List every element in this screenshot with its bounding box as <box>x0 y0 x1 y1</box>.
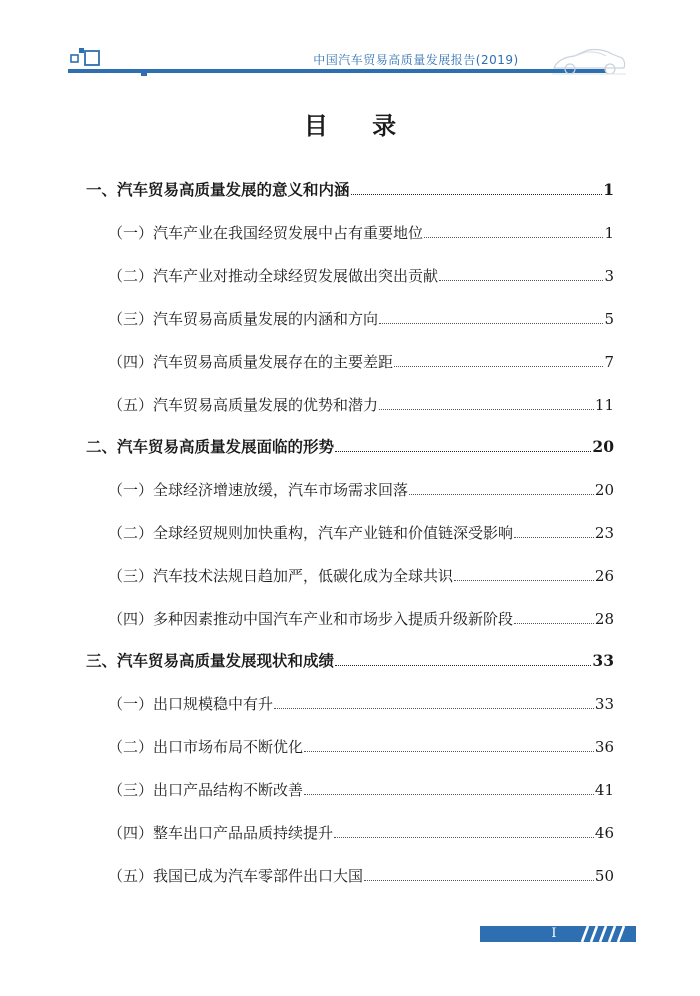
stripes-decoration-icon <box>572 926 636 942</box>
toc-entry-page: 33 <box>592 651 614 670</box>
toc-entry-page: 5 <box>604 310 614 328</box>
toc-leader-dots <box>274 707 594 709</box>
toc-entry-label: （四）多种因素推动中国汽车产业和市场步入提质升级新阶段 <box>108 610 514 628</box>
toc-entry[interactable] <box>108 308 614 330</box>
header-rule <box>68 69 606 73</box>
toc-leader-dots <box>304 750 594 752</box>
toc-leader-dots <box>334 836 594 838</box>
toc-entry-label: （一）全球经济增速放缓，汽车市场需求回落 <box>108 481 409 499</box>
toc-entry-page: 33 <box>594 695 614 713</box>
toc-entry[interactable] <box>108 693 614 715</box>
toc-entry-label: （三）汽车技术法规日趋加严，低碳化成为全球共识 <box>108 567 454 585</box>
toc-entry[interactable] <box>108 565 614 587</box>
toc-entry-page: 28 <box>594 610 614 628</box>
toc-leader-dots <box>379 322 603 324</box>
toc-leader-dots <box>409 493 594 495</box>
toc-entry-page: 20 <box>592 437 614 456</box>
toc-leader-dots <box>514 536 594 538</box>
toc-leader-dots <box>454 579 594 581</box>
toc-entry[interactable] <box>108 522 614 544</box>
toc-leader-dots <box>351 193 603 195</box>
toc-entry-label: （五）我国已成为汽车零部件出口大国 <box>108 867 364 885</box>
toc-entry-page: 1 <box>604 224 614 242</box>
toc-entry-page: 46 <box>594 824 614 842</box>
toc-entry[interactable] <box>108 608 614 630</box>
toc-entry-page: 1 <box>603 180 614 199</box>
toc-leader-dots <box>379 408 594 410</box>
toc-entry-label: 一、汽车贸易高质量发展的意义和内涵 <box>86 180 350 199</box>
toc-leader-dots <box>514 622 594 624</box>
toc-entry-label: （三）出口产品结构不断改善 <box>108 781 304 799</box>
toc-entry-label: （四）整车出口产品品质持续提升 <box>108 824 334 842</box>
header-rule-mark <box>141 73 147 76</box>
toc-entry-label: （三）汽车贸易高质量发展的内涵和方向 <box>108 310 379 328</box>
toc-entry-page: 7 <box>604 353 614 371</box>
toc-entry-page: 20 <box>594 481 614 499</box>
toc-entry-label: （二）汽车产业对推动全球经贸发展做出突出贡献 <box>108 267 439 285</box>
toc-entry-page: 11 <box>594 396 614 414</box>
toc-leader-dots <box>364 879 594 881</box>
toc-entry-page: 41 <box>594 781 614 799</box>
toc-entry-page: 3 <box>604 267 614 285</box>
toc-entry[interactable] <box>108 779 614 801</box>
toc-entry-page: 36 <box>594 738 614 756</box>
toc-entry[interactable] <box>86 179 614 201</box>
toc-entry-label: （二）全球经贸规则加快重构，汽车产业链和价值链深受影响 <box>108 524 514 542</box>
toc-entry-label: （五）汽车贸易高质量发展的优势和潜力 <box>108 396 379 414</box>
toc-entry-label: （一）汽车产业在我国经贸发展中占有重要地位 <box>108 224 424 242</box>
toc-entry[interactable] <box>86 650 614 672</box>
toc-entry-label: 二、汽车贸易高质量发展面临的形势 <box>86 437 335 456</box>
toc-entry-page: 26 <box>594 567 614 585</box>
toc-entry[interactable] <box>108 865 614 887</box>
squares-logo-icon <box>70 46 102 68</box>
toc-entry[interactable] <box>86 436 614 458</box>
footer-page-number: I <box>551 926 557 941</box>
toc-entry-page: 50 <box>594 867 614 885</box>
toc-leader-dots <box>439 279 603 281</box>
toc-entry-page: 23 <box>594 524 614 542</box>
toc-leader-dots <box>335 664 591 666</box>
toc-entry[interactable] <box>108 394 614 416</box>
toc-leader-dots <box>424 236 603 238</box>
car-outline-icon <box>548 44 628 78</box>
toc-heading: 目 录 <box>303 112 415 140</box>
toc-entry-label: （二）出口市场布局不断优化 <box>108 738 304 756</box>
toc-leader-dots <box>335 450 591 452</box>
toc-entry[interactable] <box>108 822 614 844</box>
toc-leader-dots <box>304 793 594 795</box>
toc-entry[interactable] <box>108 351 614 373</box>
toc-leader-dots <box>394 365 603 367</box>
toc-entry-label: （四）汽车贸易高质量发展存在的主要差距 <box>108 353 394 371</box>
toc-entry-label: （一）出口规模稳中有升 <box>108 695 274 713</box>
toc-entry[interactable] <box>108 265 614 287</box>
header-title: 中国汽车贸易高质量发展报告(2019) <box>313 53 519 67</box>
toc-entry[interactable] <box>108 736 614 758</box>
toc-entry[interactable] <box>108 479 614 501</box>
toc-entry-label: 三、汽车贸易高质量发展现状和成绩 <box>86 651 335 670</box>
toc-entry[interactable] <box>108 222 614 244</box>
